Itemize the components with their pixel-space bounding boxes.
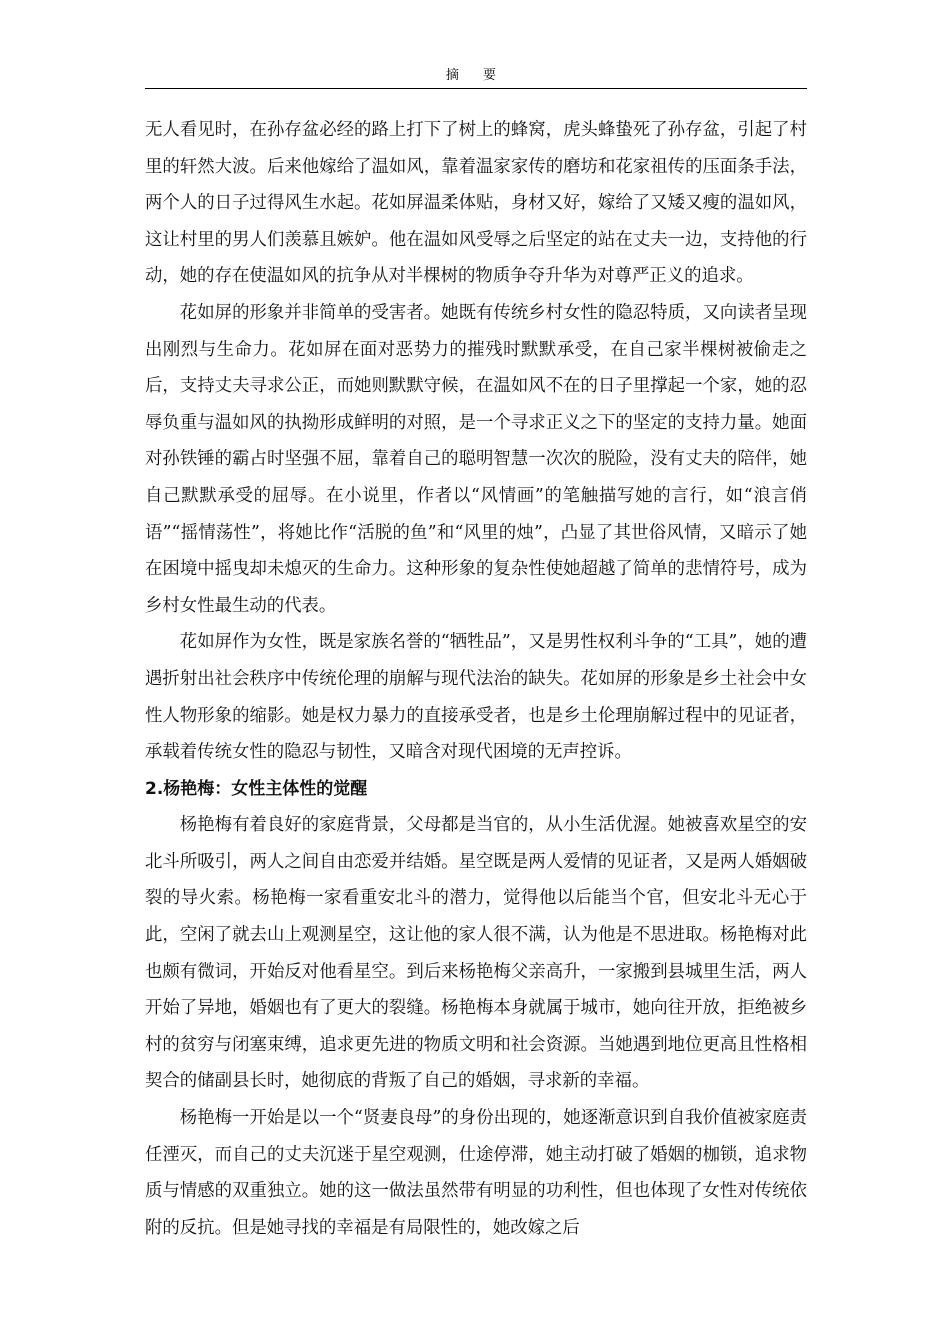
paragraph-hua-ruping-image: 花如屏的形象并非简单的受害者。她既有传统乡村女性的隐忍特质，又向读者呈现出刚烈与生命力。花如屏在面对恶势力的摧残时默默承受，在自己家半棵树被偷走之后，支持丈夫寻求公正，而她则默默守候，在温如风不在的日子里撑起一个家，她的忍辱负重与温如风的执拗形成鲜明的对照，是一个寻求正义之下的坚定的支持力量。她面对孙铁锤的霸占时坚强不屈，靠着自己的聪明智慧一次次的脱险，没有丈夫的陪伴，她自己默默承受的屈辱。在小说里，作者以“风情画”的笔触描写她的言行，如“浪言俏语”“摇情荡性”，将她比作“活脱的鱼”和“风里的烛”，凸显了其世俗风情，又暗示了她在困境中摇曳却未熄灭的生命力。这种形象的复杂性使她超越了简单的悲情符号，成为乡村女性最生动的代表。: [145, 302, 807, 616]
document-body: [145, 112, 807, 1246]
header-rule: [145, 88, 807, 89]
paragraph-yang-yanmei-background: 杨艳梅有着良好的家庭背景，父母都是当官的，从小生活优渥。她被喜欢星空的安北斗所吸引，两人之间自由恋爱并结婚。星空既是两人爱情的见证者，又是两人婚姻破裂的导火索。杨艳梅一家看重安北斗的潜力，觉得他以后能当个官，但安北斗无心于此，空闲了就去山上观测星空，这让他的家人很不满，认为他是不思进取。杨艳梅对此也颇有微词，开始反对他看星空。到后来杨艳梅父亲高升，一家搬到县城里生活，两人开始了异地，婚姻也有了更大的裂缝。杨艳梅本身就属于城市，她向往开放，拒绝被乡村的贫穷与闭塞束缚，追求更先进的物质文明和社会资源。当她遇到地位更高且性格相契合的储副县长时，她彻底的背叛了自己的婚姻，寻求新的幸福。: [145, 815, 807, 1092]
paragraph-yang-yanmei-awakening: 杨艳梅一开始是以一个“贤妻良母”的身份出现的，她逐渐意识到自我价值被家庭责任湮灭，而自己的丈夫沉迷于星空观测，仕途停滞，她主动打破了婚姻的枷锁，追求物质与情感的双重独立。她的这一做法虽然带有明显的功利性，但也体现了女性对传统依附的反抗。但是她寻找的幸福是有局限性的，她改嫁之后: [145, 1108, 807, 1238]
paragraph-continued: 无人看见时，在孙存盆必经的路上打下了树上的蜂窝，虎头蜂蛰死了孙存盆，引起了村里的轩然大波。后来他嫁给了温如风，靠着温家家传的磨坊和花家祖传的压面条手法，两个人的日子过得风生水起。花如屏温柔体贴，身材又好，嫁给了又矮又瘦的温如风，这让村里的男人们羡慕且嫉妒。他在温如风受辱之后坚定的站在丈夫一边，支持他的行动，她的存在使温如风的抗争从对半棵树的物质争夺升华为对尊严正义的追求。: [145, 120, 807, 287]
section-heading: 2.杨艳梅：女性主体性的觉醒: [145, 778, 368, 799]
paragraph-hua-ruping-female: 花如屏作为女性，既是家族名誉的“牺牲品”，又是男性权利斗争的“工具”，她的遭遇折射出社会秩序中传统伦理的崩解与现代法治的缺失。花如屏的形象是乡土社会中女性人物形象的缩影。她是权力暴力的直接承受者，也是乡土伦理崩解过程中的见证者，承载着传统女性的隐忍与韧性，又暗含对现代困境的无声控诉。: [145, 632, 807, 763]
page-header-title: 摘 要: [445, 68, 507, 83]
